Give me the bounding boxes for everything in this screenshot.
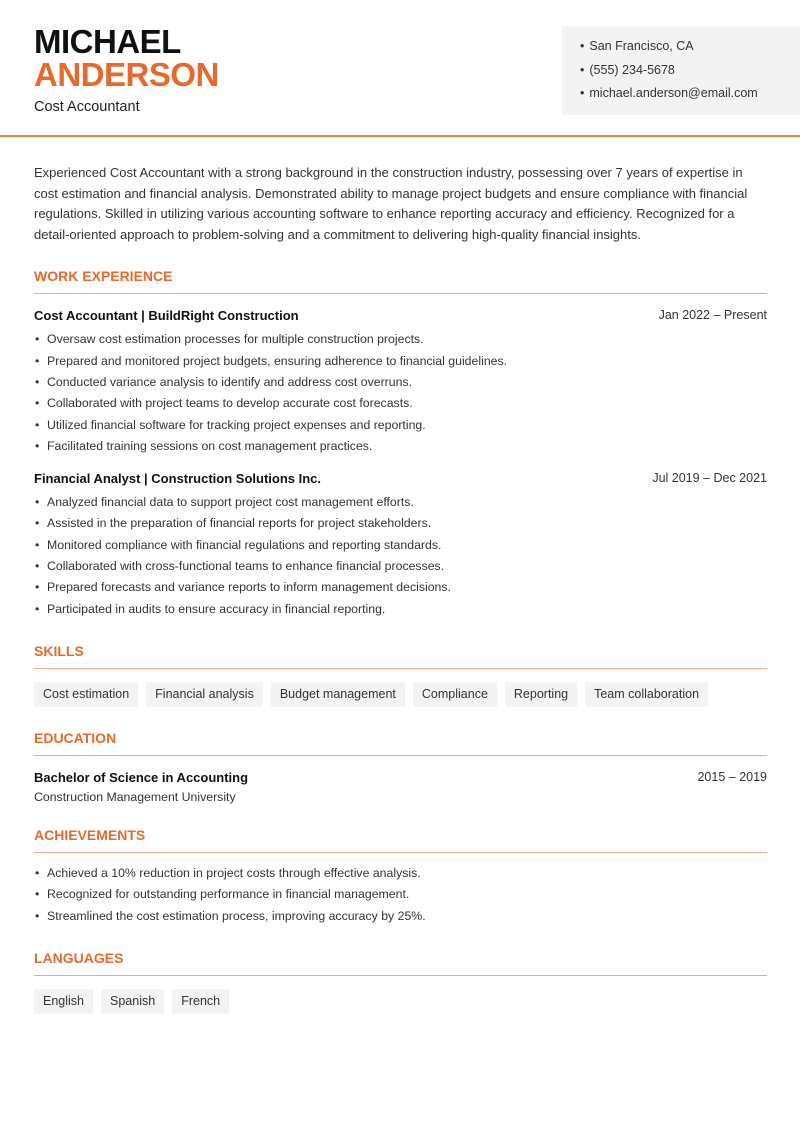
skill-chip: Cost estimation: [34, 682, 138, 707]
section-title-work: WORK EXPERIENCE: [34, 268, 767, 294]
resume-header: [0, 0, 800, 137]
job-role: Financial Analyst | Construction Solutions Inc.: [34, 471, 322, 487]
list-item: • Oversaw cost estimation processes for multiple construction projects.: [34, 329, 767, 350]
languages-list: [34, 989, 767, 1014]
degree: Bachelor of Science in Accounting: [34, 769, 249, 785]
language-chip: Spanish: [101, 989, 164, 1014]
skill-chip: Reporting: [505, 682, 577, 707]
job-bullets: [34, 492, 767, 620]
job-header: [34, 308, 767, 323]
list-item: • Prepared forecasts and variance reports to inform management decisions.: [34, 577, 767, 598]
achievements-list: [34, 863, 767, 927]
job-role: Cost Accountant | BuildRight Construction: [34, 308, 299, 324]
section-title-education: EDUCATION: [34, 730, 767, 756]
language-chip: French: [172, 989, 229, 1014]
list-item: • Achieved a 10% reduction in project costs through effective analysis.: [34, 863, 767, 884]
list-item: • Utilized financial software for tracking project expenses and reporting.: [34, 415, 767, 436]
list-item: • Conducted variance analysis to identify and address cost overruns.: [34, 372, 767, 393]
list-item: • Recognized for outstanding performance in financial management.: [34, 884, 767, 905]
contact-box: [562, 26, 800, 115]
job-header: [34, 471, 767, 486]
section-title-skills: SKILLS: [34, 643, 767, 669]
list-item: • Prepared and monitored project budgets, ensuring adherence to financial guidelines.: [34, 351, 767, 372]
list-item: • Participated in audits to ensure accuracy in financial reporting.: [34, 599, 767, 620]
list-item: • Facilitated training sessions on cost management practices.: [34, 436, 767, 457]
job-date: Jan 2022 – Present: [658, 308, 767, 323]
skills-list: [34, 682, 767, 707]
first-name: MICHAEL: [34, 23, 181, 60]
skill-chip: Budget management: [271, 682, 405, 707]
skill-chip: Financial analysis: [146, 682, 263, 707]
resume-body: [34, 163, 767, 1014]
list-item: • Monitored compliance with financial regulations and reporting standards.: [34, 535, 767, 556]
job-date: Jul 2019 – Dec 2021: [652, 471, 767, 486]
contact-phone: • (555) 234-5678: [580, 62, 800, 86]
last-name: ANDERSON: [34, 56, 219, 93]
job-bullets: [34, 329, 767, 457]
section-title-languages: LANGUAGES: [34, 950, 767, 976]
skill-chip: Compliance: [413, 682, 497, 707]
list-item: • Analyzed financial data to support project cost management efforts.: [34, 492, 767, 513]
summary: Experienced Cost Accountant with a strong background in the construction industry, possessing over 7 years of expertise in cost estimation and financial analysis. Demonstrated ability to manage project budgets and ensure compliance with financial regulations. Skilled in utilizing various accounting software to enhance reporting accuracy and efficiency. Recognized for a detail-oriented approach to problem-solving and a commitment to delivering high-quality financial insights.: [34, 165, 748, 242]
list-item: • Collaborated with cross-functional teams to enhance financial processes.: [34, 556, 767, 577]
list-item: • Streamlined the cost estimation process, improving accuracy by 25%.: [34, 906, 767, 927]
school: Construction Management University: [34, 789, 236, 804]
education-date: 2015 – 2019: [697, 769, 767, 784]
job-title: Cost Accountant: [34, 99, 140, 115]
job-list: [34, 308, 767, 620]
list-item: • Assisted in the preparation of financial reports for project stakeholders.: [34, 513, 767, 534]
list-item: • Collaborated with project teams to develop accurate cost forecasts.: [34, 393, 767, 414]
section-title-achievements: ACHIEVEMENTS: [34, 827, 767, 853]
language-chip: English: [34, 989, 93, 1014]
skill-chip: Team collaboration: [585, 682, 708, 707]
education-entry: [34, 770, 767, 785]
contact-location: • San Francisco, CA: [580, 38, 800, 62]
contact-email[interactable]: • michael.anderson@email.com: [580, 85, 800, 109]
